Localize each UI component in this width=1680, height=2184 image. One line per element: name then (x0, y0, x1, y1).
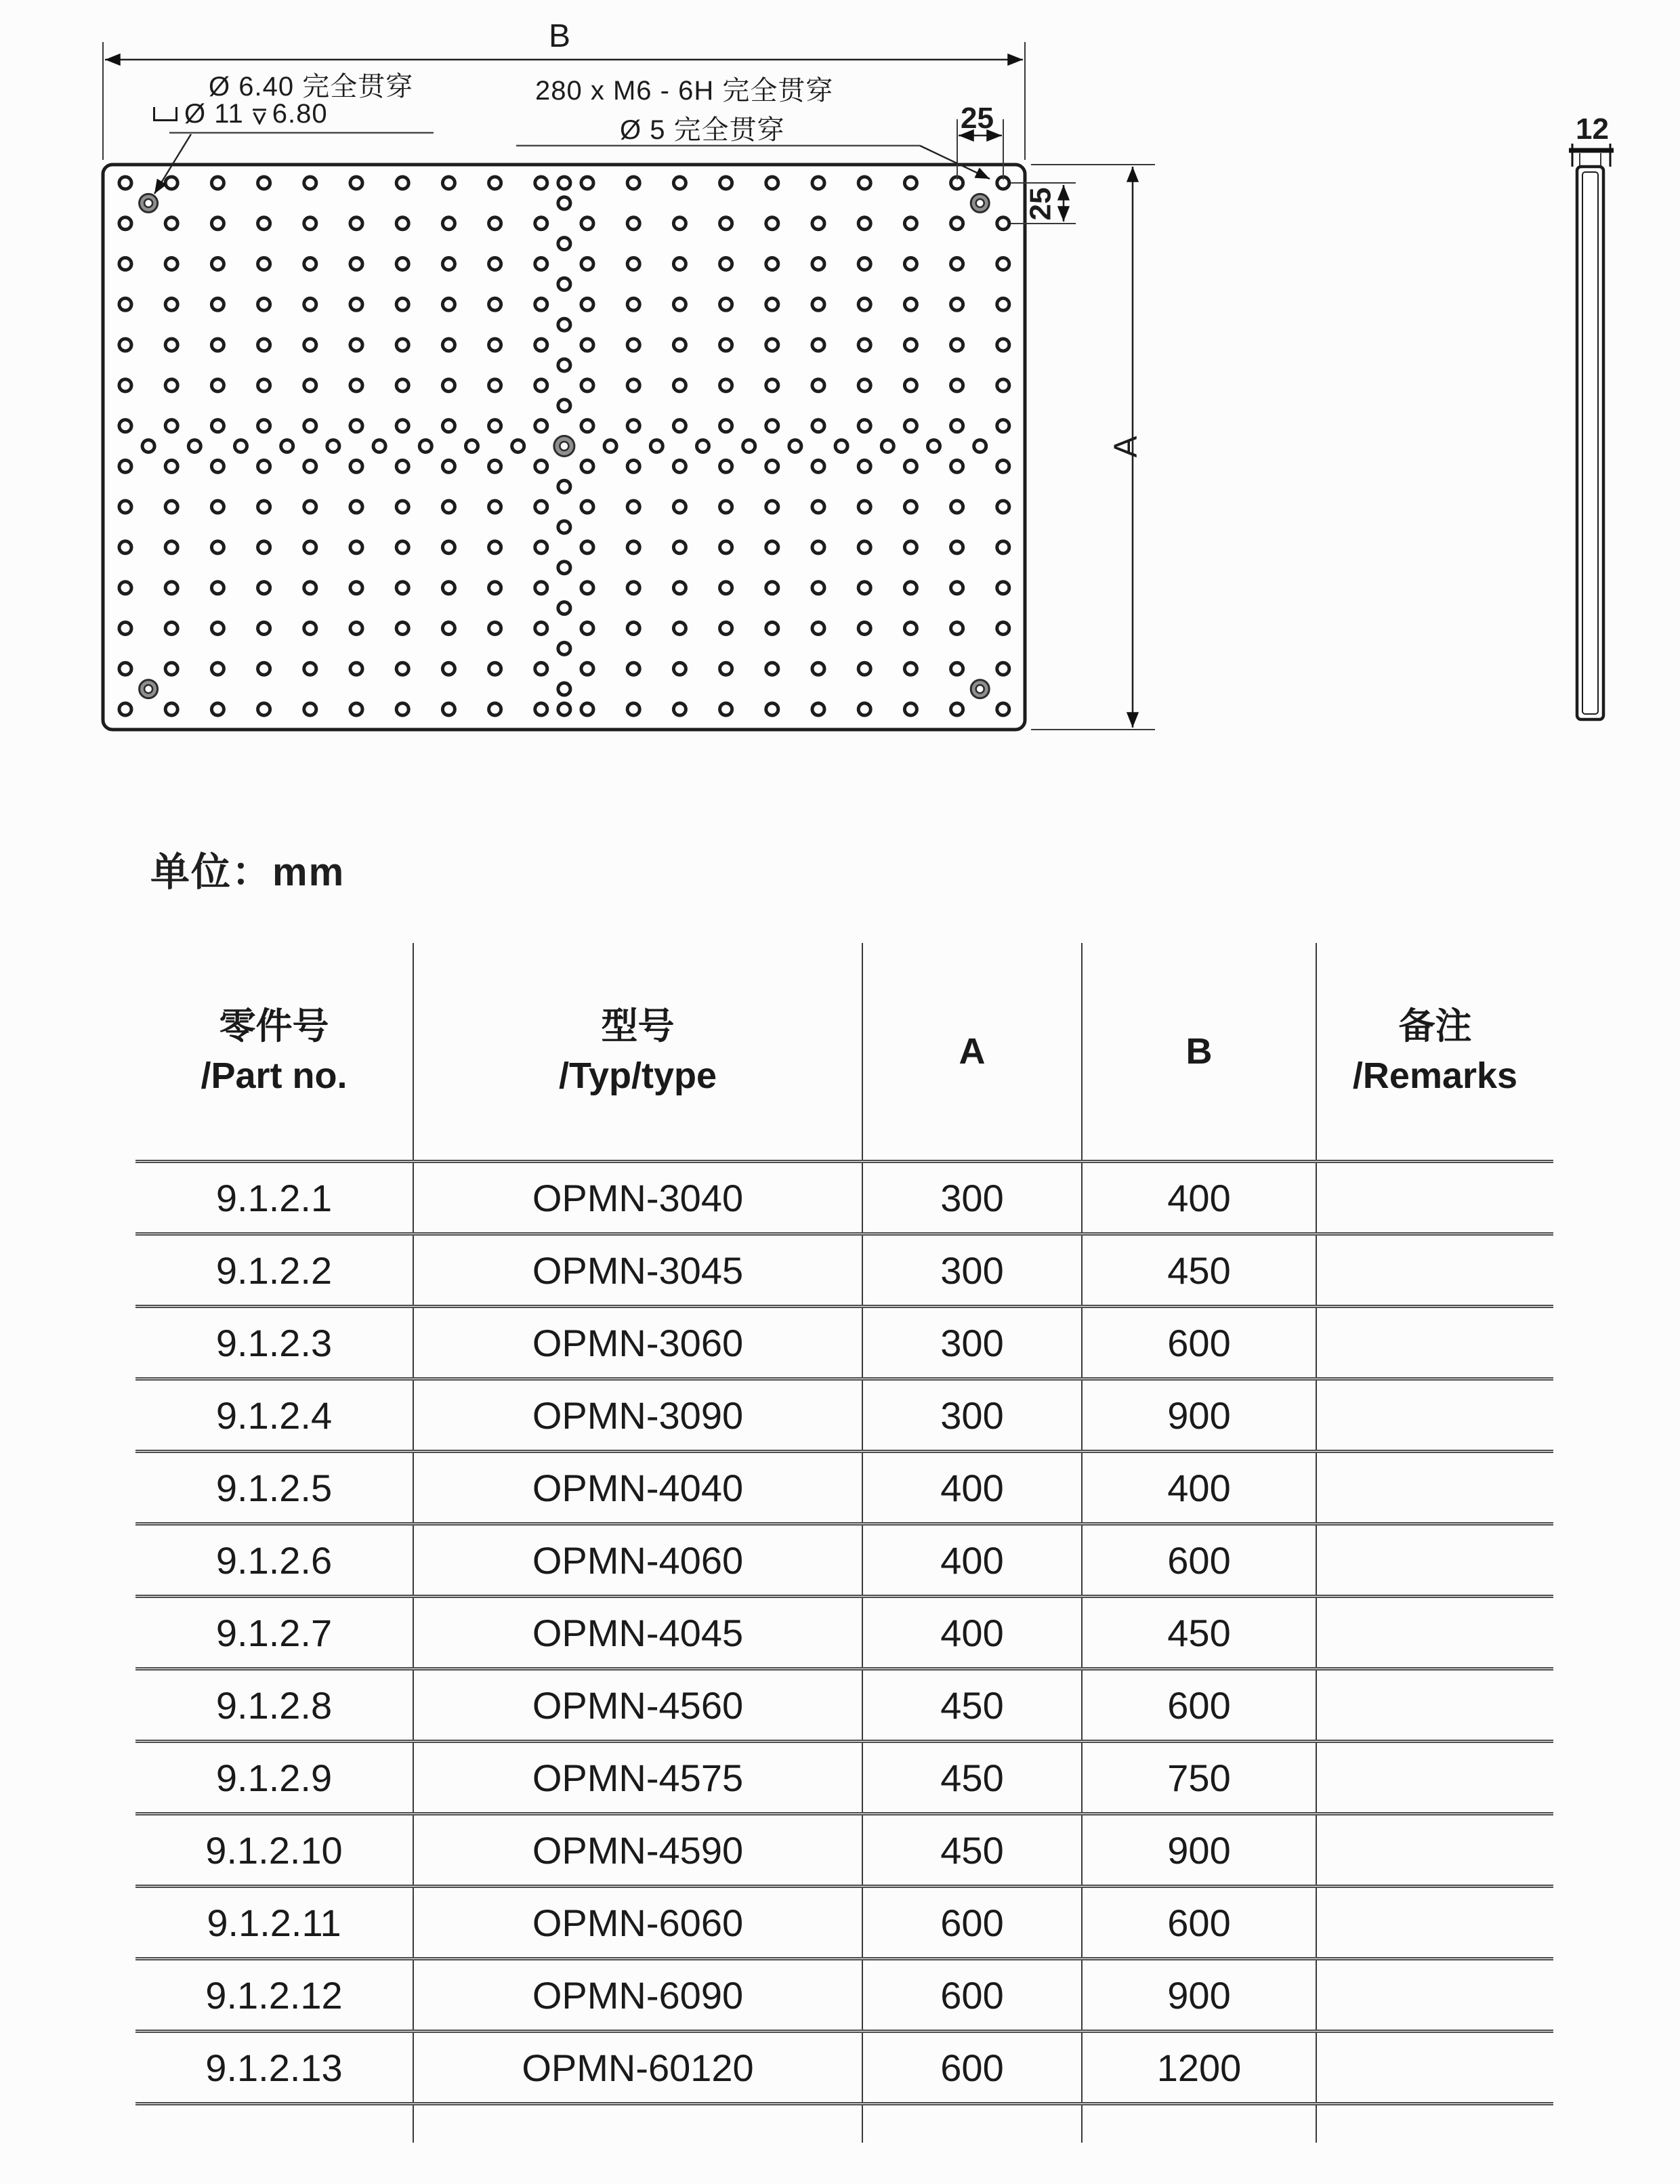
header-part-no-zh: 零件号 (219, 1006, 329, 1047)
cell-a: 450 (862, 1742, 1082, 1814)
cell-b: 400 (1082, 1162, 1316, 1234)
col-header-remarks (1316, 943, 1553, 1162)
cell-part-no: 9.1.2.1 (135, 1162, 413, 1234)
cell-a: 300 (862, 1162, 1082, 1234)
technical-drawing (0, 0, 1680, 840)
cell-part-no: 9.1.2.6 (135, 1524, 413, 1597)
cell-part-no: 9.1.2.2 (135, 1234, 413, 1307)
cell-part-no: 9.1.2.5 (135, 1452, 413, 1524)
cell-a: 400 (862, 1452, 1082, 1524)
cell-type: OPMN-3040 (413, 1162, 862, 1234)
cell-type: OPMN-3045 (413, 1234, 862, 1307)
plate-side-view (1569, 144, 1614, 719)
cell-b: 600 (1082, 1524, 1316, 1597)
spec-table (135, 943, 1553, 2143)
cell-part-no: 9.1.2.13 (135, 2032, 413, 2104)
cell-type: OPMN-4575 (413, 1742, 862, 1814)
cell-b: 900 (1082, 1959, 1316, 2032)
cell-remarks (1316, 1814, 1553, 1887)
counterbore-depth-text: 6.80 (272, 99, 328, 129)
cell-part-no: 9.1.2.10 (135, 1814, 413, 1887)
cell-b: 1200 (1082, 2032, 1316, 2104)
cell-part-no: 9.1.2.7 (135, 1597, 413, 1669)
cell-b: 450 (1082, 1234, 1316, 1307)
cell-remarks (1316, 1959, 1553, 2032)
cell-b: 600 (1082, 1887, 1316, 1959)
cell-b: 600 (1082, 1307, 1316, 1379)
table-row (135, 1524, 1553, 1597)
dim-label-25-vertical: 25 (1024, 187, 1057, 221)
cell-b: 400 (1082, 1452, 1316, 1524)
table-row (135, 2032, 1553, 2104)
cell-part-no: 9.1.2.9 (135, 1742, 413, 1814)
cell-part-no: 9.1.2.12 (135, 1959, 413, 2032)
depth-icon (251, 107, 268, 125)
table-row (135, 1742, 1553, 1814)
table-row (135, 1162, 1553, 1234)
note-counterbore-diameter: Ø 6.40 完全贯穿 (209, 72, 414, 102)
note-pilot-hole: Ø 5 完全贯穿 (620, 115, 785, 145)
note-thread-spec: 280 x M6 - 6H 完全贯穿 (535, 76, 834, 106)
cell-b: 750 (1082, 1742, 1316, 1814)
cell-remarks (1316, 2032, 1553, 2104)
cell-remarks (1316, 1307, 1553, 1379)
dim-label-A: A (1108, 436, 1144, 458)
cell-a: 300 (862, 1379, 1082, 1452)
header-type-en: /Typ/type (558, 1055, 717, 1096)
cell-type: OPMN-4045 (413, 1597, 862, 1669)
counterbore-diameter-text: Ø 11 (184, 99, 244, 129)
cell-type: OPMN-3090 (413, 1379, 862, 1452)
cell-b: 900 (1082, 1379, 1316, 1452)
cell-type: OPMN-6090 (413, 1959, 862, 2032)
table-row (135, 1597, 1553, 1669)
cell-type: OPMN-3060 (413, 1307, 862, 1379)
units-label: 单位：mm (150, 850, 345, 894)
header-row (135, 943, 1553, 1162)
table-row (135, 1669, 1553, 1742)
cell-remarks (1316, 1234, 1553, 1307)
header-remarks-zh: 备注 (1398, 1006, 1472, 1047)
cell-type: OPMN-60120 (413, 2032, 862, 2104)
cell-a: 300 (862, 1307, 1082, 1379)
cell-remarks (1316, 1162, 1553, 1234)
cell-b: 900 (1082, 1814, 1316, 1887)
cell-type: OPMN-4040 (413, 1452, 862, 1524)
table-row (135, 1814, 1553, 1887)
cell-a: 600 (862, 2032, 1082, 2104)
col-header-a: A (862, 943, 1082, 1162)
cell-type: OPMN-4060 (413, 1524, 862, 1597)
cell-b: 600 (1082, 1669, 1316, 1742)
cell-part-no: 9.1.2.11 (135, 1887, 413, 1959)
cell-part-no: 9.1.2.4 (135, 1379, 413, 1452)
cell-a: 400 (862, 1597, 1082, 1669)
cell-a: 450 (862, 1814, 1082, 1887)
cell-remarks (1316, 1669, 1553, 1742)
cell-a: 400 (862, 1524, 1082, 1597)
cell-part-no: 9.1.2.8 (135, 1669, 413, 1742)
cell-remarks (1316, 1379, 1553, 1452)
table-row (135, 1307, 1553, 1379)
cell-type: OPMN-4560 (413, 1669, 862, 1742)
cell-part-no: 9.1.2.3 (135, 1307, 413, 1379)
dim-label-B: B (549, 18, 571, 54)
cell-a: 450 (862, 1669, 1082, 1742)
dim-label-25-horizontal: 25 (961, 102, 994, 135)
col-header-part-no (135, 943, 413, 1162)
cell-type: OPMN-6060 (413, 1887, 862, 1959)
header-part-no-en: /Part no. (201, 1055, 348, 1096)
table-bottom-stub (135, 2104, 1553, 2143)
counterbore-icon (153, 107, 177, 121)
table-row (135, 1959, 1553, 2032)
cell-b: 450 (1082, 1597, 1316, 1669)
dim-label-12-thickness: 12 (1576, 112, 1609, 146)
cell-a: 300 (862, 1234, 1082, 1307)
header-type-zh: 型号 (601, 1006, 675, 1047)
col-header-b: B (1082, 943, 1316, 1162)
cell-remarks (1316, 1452, 1553, 1524)
cell-a: 600 (862, 1887, 1082, 1959)
col-header-type (413, 943, 862, 1162)
table-row (135, 1452, 1553, 1524)
cell-remarks (1316, 1524, 1553, 1597)
table-row (135, 1234, 1553, 1307)
cell-remarks (1316, 1742, 1553, 1814)
cell-remarks (1316, 1887, 1553, 1959)
table-row (135, 1887, 1553, 1959)
cell-type: OPMN-4590 (413, 1814, 862, 1887)
cell-remarks (1316, 1597, 1553, 1669)
cell-a: 600 (862, 1959, 1082, 2032)
note-counterbore-spec (153, 99, 328, 129)
header-remarks-en: /Remarks (1352, 1055, 1518, 1096)
table-row (135, 1379, 1553, 1452)
plate-front-view (103, 165, 1025, 730)
